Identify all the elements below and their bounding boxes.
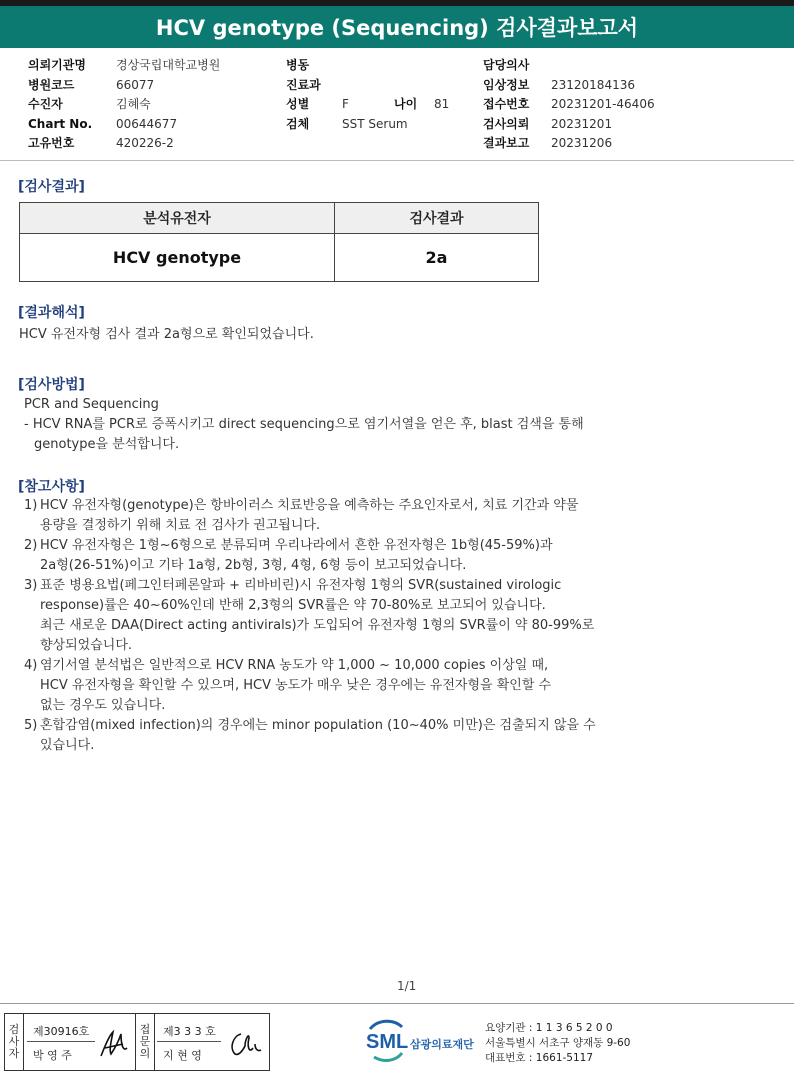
lab-address: 서울특별시 서초구 양재동 9-60 xyxy=(485,1037,631,1049)
header-row-patient: 수진자 김혜숙 xyxy=(28,97,151,111)
header-cell-result: 검사결과 xyxy=(335,203,539,234)
method-heading: [검사방법] xyxy=(18,377,85,393)
header-row-clinical-info: 임상정보 23120184136 xyxy=(483,77,635,92)
age-label: 나이 xyxy=(394,97,418,111)
examiner-underline xyxy=(27,1041,95,1042)
header-row-request-date: 검사의뢰 20231201 xyxy=(483,116,613,131)
header-divider xyxy=(0,160,794,161)
confirmer-signature xyxy=(227,1028,263,1060)
method-line-1: PCR and Sequencing xyxy=(24,397,159,412)
header-row-doctor: 담당의사 xyxy=(483,58,530,72)
result-table xyxy=(19,202,539,282)
confirmer-underline xyxy=(157,1041,221,1042)
header-row-department: 진료과 xyxy=(286,77,321,92)
footer-divider xyxy=(0,1003,794,1004)
interpretation-text: HCV 유전자형 검사 결과 2a형으로 확인되었습니다. xyxy=(19,327,314,342)
examiner-label: 검 사 자 xyxy=(5,1014,24,1070)
sml-logo xyxy=(364,1019,486,1065)
header-column-3 xyxy=(483,56,655,154)
list-item: 3) 표준 병용요법(페그인터페론알파 + 리바비린)시 유전자형 1형의 SVR(sustained virologic response)률은 40~60%인데 반해 2,3형의 SVR률은 약 70-80%로 보고되어 있습니다. 최근 새로운 DAA(Direct acting antivirals)가 도입되어 유전자형 1형의 SVR률이 약 80-99%로 향상되었습니다. xyxy=(24,578,595,653)
header-row-unique-no: 고유번호 420226-2 xyxy=(28,136,174,150)
method-line-2: - HCV RNA를 PCR로 증폭시키고 direct sequencing으로 염기서열을 얻은 후, blast 검색을 통해 xyxy=(24,417,584,432)
foundation-name: 삼광의료재단 xyxy=(410,1038,474,1051)
header-row-ward: 병동 xyxy=(286,58,310,72)
header-column-2 xyxy=(286,56,449,134)
confirmer-label: 접 문 의 xyxy=(135,1014,155,1070)
header-row-hospital-code: 병원코드 66077 xyxy=(28,77,155,92)
logo-text: SML xyxy=(366,1031,409,1053)
age-value: 81 xyxy=(434,97,450,111)
header-cell-gene: 분석유전자 xyxy=(20,203,335,234)
header-row-receipt-no: 접수번호 20231201-46406 xyxy=(483,97,655,111)
signature-box xyxy=(4,1013,270,1071)
lab-phone: 대표번호 : 1661-5117 xyxy=(485,1052,594,1064)
header-row-sex-age: 성별 F 나이 81 xyxy=(286,97,450,111)
examiner-name: 박 영 주 xyxy=(33,1049,72,1062)
header-column-1 xyxy=(28,56,220,154)
interpretation-heading: [결과해석] xyxy=(18,305,85,321)
cell-gene: HCV genotype xyxy=(20,234,335,282)
header-row-specimen: 검체 SST Serum xyxy=(286,116,408,131)
report-title: HCV genotype (Sequencing) 검사결과보고서 xyxy=(0,6,794,48)
list-item: 1) HCV 유전자형(genotype)은 항바이러스 치료반응을 예측하는 주요인자로서, 치료 기간과 약물 용량을 결정하기 위해 치료 전 검사가 권고됩니다. xyxy=(24,498,579,533)
result-table-header xyxy=(20,203,539,234)
list-item: 2) HCV 유전자형은 1형~6형으로 분류되며 우리나라에서 흔한 유전자형은 1b형(45-59%)과 2a형(26-51%)이고 기타 1a형, 2b형, 3형, 4형, 6형 등이 보고되었습니다. xyxy=(24,538,553,573)
lab-info xyxy=(485,1021,630,1066)
references-list xyxy=(24,496,684,756)
references-heading: [참고사항] xyxy=(18,479,85,495)
list-item: 5) 혼합감염(mixed infection)의 경우에는 minor population (10~40% 미만)은 검출되지 않을 수 있습니다. xyxy=(24,718,596,753)
examiner-license: 제30916호 xyxy=(33,1025,90,1038)
list-item: 4) 염기서열 분석법은 일반적으로 HCV RNA 농도가 약 1,000 ~ 10,000 copies 이상일 때, HCV 유전자형을 확인할 수 있으며, HCV 농도가 매우 낮은 경우에는 유전자형을 확인할 수 없는 경우도 있습니다. xyxy=(24,658,552,713)
institution-code: 요양기관 : 1 1 3 6 5 2 0 0 xyxy=(485,1022,613,1034)
page-number: 1/1 xyxy=(397,979,417,993)
header-row-chart-no: Chart No. 00644677 xyxy=(28,116,178,131)
result-heading: [검사결과] xyxy=(18,179,85,195)
confirmer-name: 지 현 영 xyxy=(163,1049,202,1062)
table-row xyxy=(20,234,539,282)
examiner-signature xyxy=(97,1026,133,1062)
header-row-requester: 의뢰기관명 경상국립대학교병원 xyxy=(28,58,221,72)
method-line-3: genotype을 분석합니다. xyxy=(34,437,180,452)
confirmer-license: 제3 3 3 호 xyxy=(163,1025,216,1038)
cell-result: 2a xyxy=(335,234,539,282)
header-row-report-date: 결과보고 20231206 xyxy=(483,136,613,150)
